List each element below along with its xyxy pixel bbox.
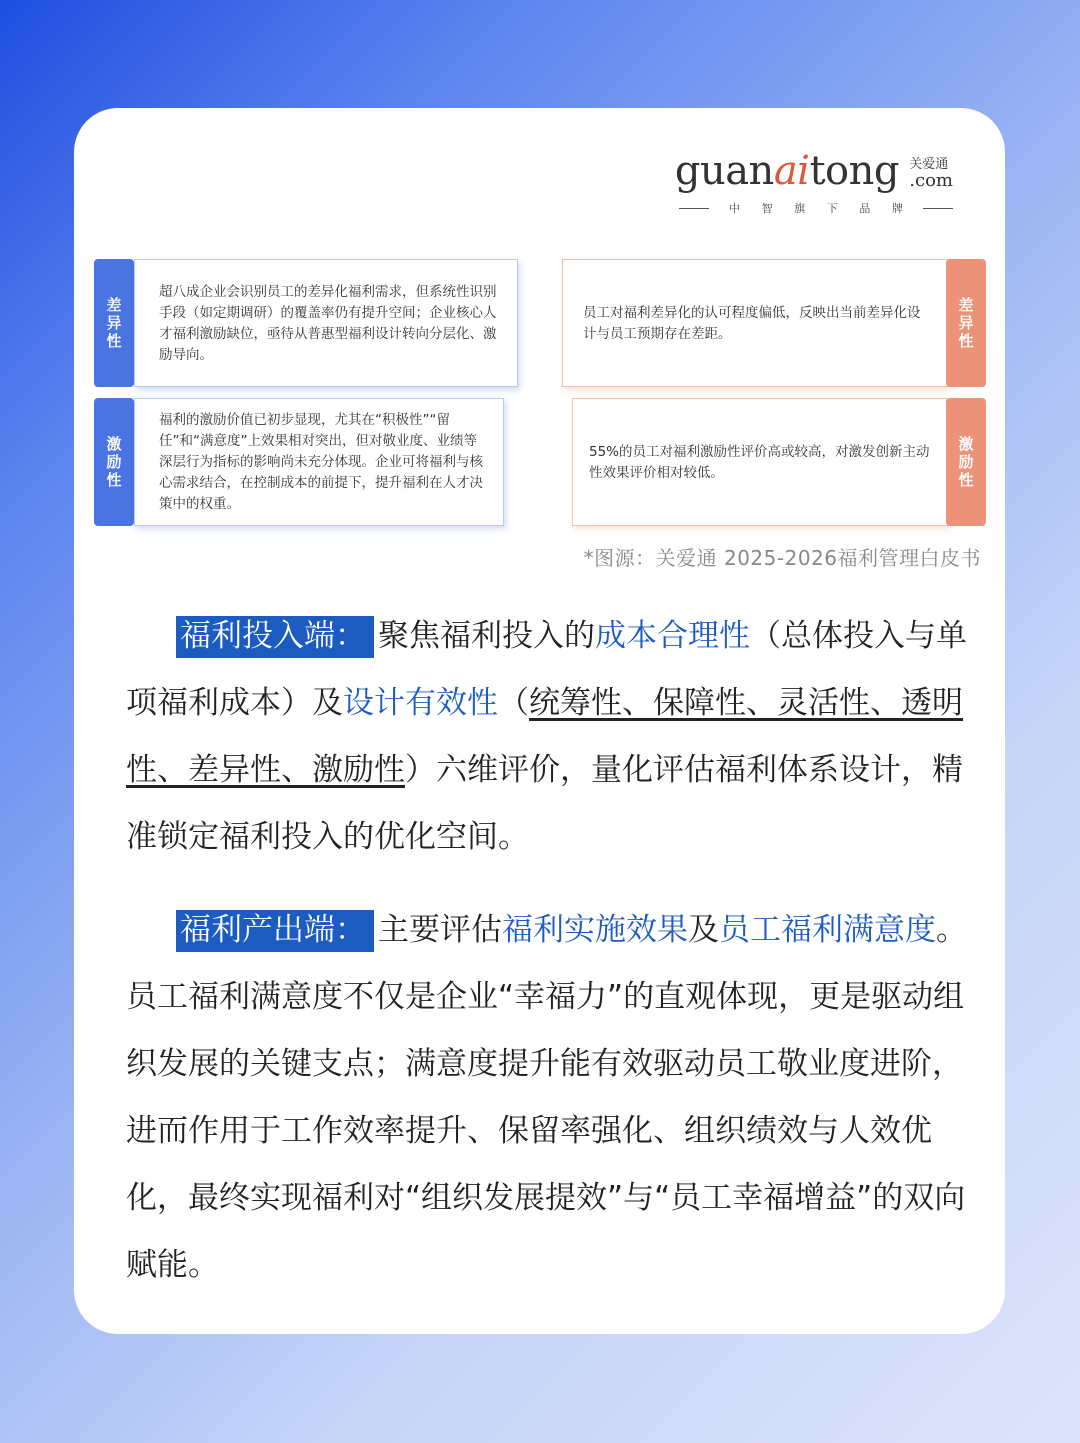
brand-logo <box>673 148 953 228</box>
image-source-note: *图源：关爱通 2025-2026福利管理白皮书 <box>583 546 981 570</box>
logo-com: .com <box>909 170 953 191</box>
logo-side <box>909 158 953 190</box>
logo-tagline: 中 智 旗 下 品 牌 <box>679 200 953 216</box>
box-employer-incentive <box>134 398 504 526</box>
box-employee-incentive <box>572 398 948 526</box>
box-employee-diff-text: 员工对福利差异化的认可程度偏低，反映出当前差异化设计与员工预期存在差距。 <box>583 305 921 342</box>
paragraph-input: 福利投入端： 聚焦福利投入的成本合理性（总体投入与单项福利成本）及设计有效性（统筹性、保障性、灵活性、透明性、差异性、激励性）六维评价，量化评估福利体系设计，精准锁定福利投入的优化空间。 <box>126 618 967 855</box>
highlight-cost: 成本合理性 <box>595 618 750 654</box>
tag-incentive-right: 激励性 <box>946 398 986 526</box>
box-employer-diff <box>134 259 518 387</box>
logo-cn: 关爱通 <box>909 157 949 172</box>
box-employer-diff-text: 超八成企业会识别员工的差异化福利需求，但系统性识别手段（如定期调研）的覆盖率仍有提升空间；企业核心人才福利激励缺位，亟待从普惠型福利设计转向分层化、激励导向。 <box>159 284 497 363</box>
content-card <box>74 108 1005 1334</box>
logo-wordmark: guanaitong <box>674 148 899 194</box>
label-input: 福利投入端： <box>176 616 374 658</box>
highlight-design: 设计有效性 <box>343 685 498 721</box>
highlight-effect: 福利实施效果 <box>502 912 688 948</box>
underline-dimensions: 统筹性、保障性、灵活性、透明性、差异性、激励性 <box>126 685 963 788</box>
paragraph-output: 福利产出端： 主要评估福利实施效果及员工福利满意度。员工福利满意度不仅是企业“幸福力”的直观体现，更是驱动组织发展的关键支点；满意度提升能有效驱动员工敬业度进阶，进而作用于工作效率提升、保留率强化、组织绩效与人效优化，最终实现福利对“组织发展提效”与“员工幸福增益”的双向赋能。 <box>126 912 967 1283</box>
tag-diff-right: 差异性 <box>946 259 986 387</box>
box-employee-diff <box>562 259 948 387</box>
highlight-satisfaction: 员工福利满意度 <box>719 912 936 948</box>
box-employer-incentive-text: 福利的激励价值已初步显现，尤其在“积极性”“留任”和“满意度”上效果相对突出，但对敬业度、业绩等深层行为指标的影响尚未充分体现。企业可将福利与核心需求结合，在控制成本的前提下，提升福利在人才决策中的权重。 <box>159 412 483 512</box>
tag-incentive-left: 激励性 <box>94 398 134 526</box>
label-output: 福利产出端： <box>176 910 374 952</box>
box-employee-incentive-text: 55%的员工对福利激励性评价高或较高，对激发创新主动性效果评价相对较低。 <box>589 444 930 481</box>
tag-diff-left: 差异性 <box>94 259 134 387</box>
